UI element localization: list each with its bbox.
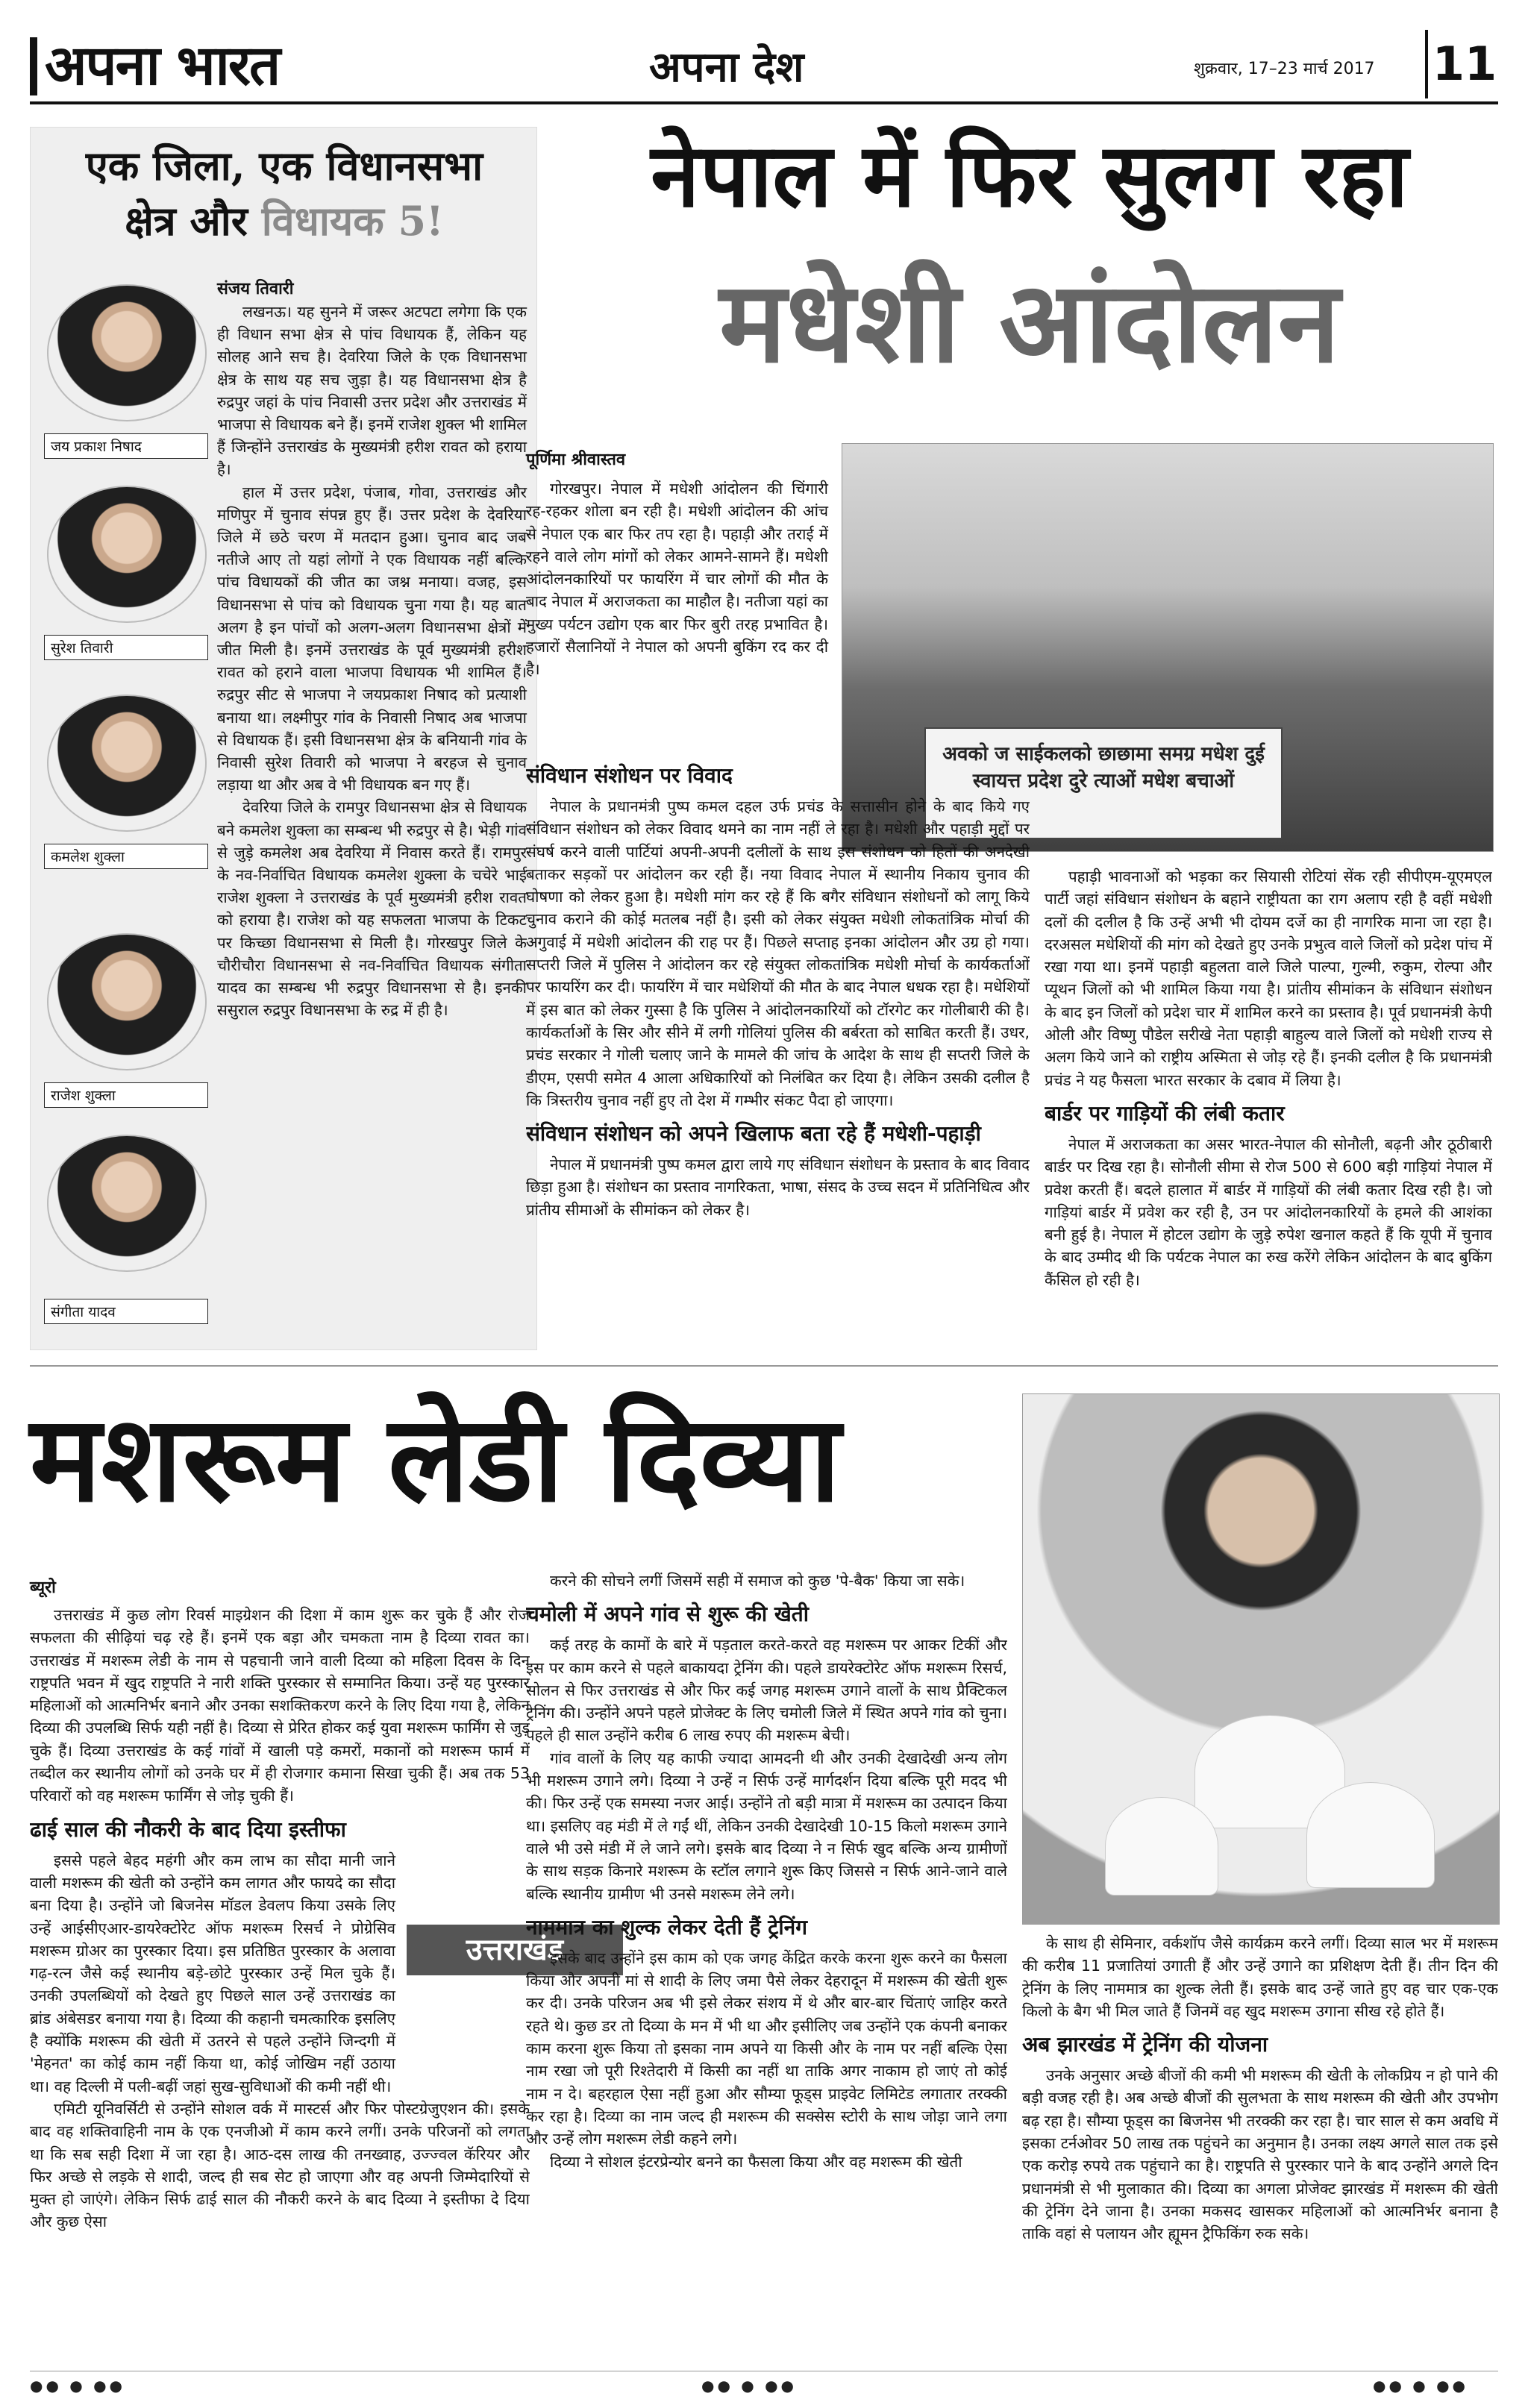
story2-column-1 [30, 1604, 530, 2357]
subheading: चमोली में अपने गांव से शुरू की खेती [526, 1602, 810, 1627]
lead-intro-column [526, 477, 828, 681]
paragraph: गांव वालों के लिए यह काफी ज्यादा आमदनी थी और उनकी देखादेखी अन्य लोग भी मशरूम उगाने लगे। दिव्या ने उन्हें न सिर्फ उन्हें मार्गदर्शन दिया बल्कि पूरी मदद भी की। फिर उन्हें एक समस्या नजर आई। उन्होंने तो बड़ी मात्रा में मशरूम का उत्पादन किया था। इसलिए वह मंडी में ले गईं थीं, लेकिन उनकी देखादेखी 10-15 किलो मशरूम उगाने वाले भी उसे मंडी में ले जाने लगे। इसके बाद दिव्या ने न सिर्फ खुद बल्कि अन्य ग्रामीणों के साथ सड़क किनारे मशरूम के स्टॉल लगाने शुरू किए जिससे न सिर्फ आने-जाने वाले बल्कि स्थानीय ग्रामीण भी उनसे मशरूम लेने लगे। [526, 1749, 1007, 1903]
story2-byline: ब्यूरो [30, 1578, 56, 1597]
footer-dots-right: ●● ● ●● [1373, 2377, 1468, 2395]
story2-column-2 [526, 1570, 1007, 2357]
subheading: संविधान संशोधन पर विवाद [526, 763, 733, 788]
lead-headline-line1: नेपाल में फिर सुलग रहा [651, 123, 1409, 227]
header-rule [30, 101, 1498, 104]
masthead [30, 30, 1498, 104]
paragraph: नेपाल में प्रधानमंत्री पुष्प कमल द्वारा लाये गए संविधान संशोधन के प्रस्ताव के बाद विवाद छिड़ा हुआ है। संशोधन का प्रस्ताव नागरिकता, भाषा, संसद के उच्च सदन में प्रतिनिधित्व और प्रांतीय सीमाओं के सीमांकन को लेकर है। [526, 1156, 1030, 1219]
paragraph: देवरिया जिले के रामपुर विधानसभा क्षेत्र से विधायक बने कमलेश शुक्ला का सम्बन्ध भी रुद्रपुर से है। भेड़ी गांव से जुड़े कमलेश अब देवरिया में निवास करते हैं। रामपुर के नव-निर्वाचित विधायक कमलेश शुक्ला के चचेरे भाई राजेश शुक्ला ने उत्तराखंड के पूर्व मुख्यमंत्री हरीश रावत को हराया है। राजेश को यह सफलता भाजपा के टिकट पर किच्छा विधानसभा से मिली है। गोरखपुर जिले के चौरीचौरा विधानसभा से नव-निर्वाचित विधायक संगीता यादव का सम्बन्ध भी रुद्रपुर विधानसभा से है। इनकी ससुराल रुद्रपुर विधानसभा के रुद्र में ही है। [217, 798, 527, 1020]
subheading: नाममात्र का शुल्क लेकर देती हैं ट्रेनिंग [526, 1914, 807, 1940]
paragraph: के साथ ही सेमिनार, वर्कशॉप जैसे कार्यक्रम करने लगीं। दिव्या साल भर में मशरूम की करीब 11 प्रजातियां उगाती हैं और उन्हें उगाने का प्रशिक्षण देती हैं। तीन दिन की ट्रेनिंग के लिए नाममात्र का शुल्क लेती हैं। इसके बाद उन्हें जाते हुए वह चार एक-एक किलो के बैग भी मिल जाते हैं जिनमें वह खुद मशरूम उगाना सीख रहे होते हैं। [1022, 1934, 1498, 2020]
sidebar-headline-line1: एक जिला, एक विधानसभा [85, 142, 483, 189]
portrait-photo [47, 695, 207, 832]
portrait-photo [47, 284, 207, 421]
sidebar-byline: संजय तिवारी [217, 280, 294, 298]
sidebar-body [217, 301, 527, 1022]
brand-bar [30, 37, 37, 95]
sidebar-headline-accent: विधायक 5! [261, 197, 444, 245]
sidebar-headline-part: क्षेत्र और [125, 197, 262, 245]
portrait-caption: सुरेश तिवारी [44, 635, 208, 660]
story2-column-3 [1022, 1932, 1498, 2357]
sidebar-headline [31, 138, 538, 248]
protest-banner: अवको ज साईकलको छाछामा समग्र मधेश दुई स्वायत्त प्रदेश दुरे त्याओं मधेश बचाओं [924, 727, 1283, 839]
portrait-photo [47, 1135, 207, 1272]
subheading: संविधान संशोधन को अपने खिलाफ बता रहे हैं मधेशी-पहाड़ी [526, 1121, 981, 1147]
paragraph: इसके बाद उन्होंने इस काम को एक जगह केंद्रित करके करना शुरू करने का फैसला किया और अपनी मां से शादी के लिए जमा पैसे लेकर देहरादून में मशरूम की खेती शुरू कर दी। उनके परिजन अब भी इसे लेकर संशय में थे और बार-बार चिंताएं जाहिर करते रहते थे। कुछ डर तो दिव्या के मन में भी था और इसीलिए जब उन्होंने एक कंपनी बनाकर काम करना शुरू किया तो इसका नाम अपने या किसी और के नाम पर नहीं बल्कि ऐसा नाम रखा जो पूरी रिश्तेदारी में किसी का नहीं था ताकि अगर नाकाम हो जाएं तो कोई नाम न दे। बहरहाल ऐसा नहीं हुआ और सौम्या फूड्स प्राइवेट लिमिटेड लगातार तरक्की कर रहा है। दिव्या का नाम जल्द ही मशरूम की सक्सेस स्टोरी के साथ जोड़ा जाने लगा और उन्हें लोग मशरूम लेडी कहने लगे। [526, 1948, 1007, 2148]
mushroom-shape [1306, 1782, 1435, 1888]
section-separator [30, 1365, 1498, 1367]
lead-headline-line2: मधेशी आंदोलन [719, 257, 1340, 388]
portrait-caption: राजेश शुक्ला [44, 1082, 208, 1108]
paragraph: कई तरह के कामों के बारे में पड़ताल करते-करते वह मशरूम पर आकर टिकीं और इस पर काम करने से पहले बाकायदा ट्रेनिंग की। पहले डायरेक्टोरेट ऑफ मशरूम रिसर्च, सोलन से फिर उत्तराखंड से और फिर कई जगह मशरूम उगाने वालों के साथ प्रैक्टिकल ट्रेनिंग की। उन्होंने अपने पहले प्रोजेक्ट के लिए चमोली जिले में स्थित अपने गांव को चुना। पहले ही साल उन्होंने करीब 6 लाख रुपए की मशरूम बेची। [526, 1636, 1007, 1745]
paragraph: नेपाल में अराजकता का असर भारत-नेपाल की सोनौली, बढ़नी और ठूठीबारी बार्डर पर दिख रहा है। सोनौली सीमा से रोज 500 से 600 बड़ी गाड़ियां नेपाल में प्रवेश करती हैं। बदले हालात में बार्डर में गाड़ियों की लंबी कतार दिख रही है। जो गाड़ियां बार्डर में प्रवेश कर रही है, उन पर आंदोलनकारियों के हमले की आशंका बनी हुई है। नेपाल में होटल उद्योग के जुड़े रुपेश खनाल कहते हैं कि यूपी में चुनाव के बाद उम्मीद थी कि पर्यटक नेपाल का रुख करेंगे लेकिन आंदोलन के बाद बुकिंग कैंसिल हो रही है। [1045, 1135, 1492, 1289]
paragraph: पहाड़ी भावनाओं को भड़का कर सियासी रोटियां सेंक रही सीपीएम-यूएमएल पार्टी जहां संविधान संशोधन के बहाने राष्ट्रीयता का राग अलाप रही है वहीं मधेशी दलों की दलील है कि उन्हें अभी भी दोयम दर्जे का ही नागरिक माना जा रहा है। दरअसल मधेशियों की मांग को देखते हुए उनके प्रभुत्व वाले जिलों को प्रदेश पांच में रखा गया था। इनमें पहाड़ी बहुलता वाले जिले पाल्पा, गुल्मी, रुकुम, रोल्पा और प्यूथन जिलों को भी शामिल किया गया है। प्रांतीय सीमांकन के संविधान संशोधन के बाद इन जिलों को प्रदेश चार में शामिल करने का प्रस्ताव है। पूर्व प्रधानमंत्री केपी ओली और विष्णु पौडेल सरीखे नेता पहाड़ी बाहुल्य वाले जिलों को मधेशी राज्य से अलग किये जाने को राष्ट्रीय अस्मिता से जोड़ रहे हैं। इनकी दलील है कि प्रधानमंत्री प्रचंड ने यह फैसला भारत सरकार के दबाव में लिया है। [1045, 868, 1492, 1089]
paragraph: गोरखपुर। नेपाल में मधेशी आंदोलन की चिंगारी रह-रहकर शोला बन रही है। मधेशी आंदोलन की आंच से नेपाल एक बार फिर तप रहा है। पहाड़ी और तराई में रहने वाले लोग मांगों को लेकर आमने-सामने हैं। मधेशी आंदोलनकारियों पर फायरिंग में चार लोगों की मौत के बाद नेपाल में अराजकता का माहौल है। नतीजा यहां का मुख्य पर्यटन उद्योग एक बार फिर बुरी तरह प्रभावित है। हजारों सैलानियों ने नेपाल को अपनी बुकिंग रद कर दी है। [526, 480, 828, 679]
paragraph: उत्तराखंड में कुछ लोग रिवर्स माइग्रेशन की दिशा में काम शुरू कर चुके हैं और रोज सफलता की सीढ़ियां चढ़ रहे हैं। इनमें एक बड़ा और चमकता नाम है दिव्या रावत का। उत्तराखंड में मशरूम लेडी के नाम से पहचानी जाने वाली दिव्या को महिला दिवस के दिन राष्ट्रपति भवन में खुद राष्ट्रपति ने नारी शक्ति पुरस्कार से सम्मानित किया। उन्हें यह पुरस्कार महिलाओं को आत्मनिर्भर बनाने और उनका सशक्तिकरण करने के लिए दिया गया है, लेकिन दिव्या की उपलब्धि सिर्फ यही नहीं है। दिव्या से प्रेरित होकर कई युवा मशरूम फार्मिंग से जुड़ चुके हैं। दिव्या उत्तराखंड के कई गांवों में खाली पड़े कमरों, मकानों को मशरूम फार्म में तब्दील कर स्थानीय लोगों को उनके घर में ही रोजगार कमाना सिखा चुकी हैं। अब तक 53 परिवारों को वह मशरूम फार्मिंग से जोड़ चुकी हैं। [30, 1606, 530, 1805]
portrait-photo [47, 486, 207, 623]
paragraph: दिव्या ने सोशल इंटरप्रेन्योर बनने का फैसला किया और वह मशरूम की खेती [550, 2152, 962, 2171]
section-tag: उत्तराखंड [407, 1925, 623, 1975]
subheading: अब झारखंड में ट्रेनिंग की योजना [1022, 2032, 1268, 2057]
paragraph: एमिटी यूनिवर्सिटी से उन्होंने सोशल वर्क में मास्टर्स और फिर पोस्टग्रेजुएशन की। इसके बाद वह शक्तिवाहिनी नाम के एक एनजीओ में काम करने लगीं। उनके परिजनों को लगता था कि सब सही दिशा में जा रहा है। आठ-दस लाख की तनख्वाह, उज्ज्वल कॅरियर और फिर अच्छे से लड़के से शादी, जल्द ही सब सेट हो जाएगा और वह अपनी जिम्मेदारियों से मुक्त हो जाएंगे। लेकिन सिर्फ ढाई साल की नौकरी करने के बाद दिव्या ने इस्तीफा दे दिया और कुछ ऐसा [30, 2099, 530, 2231]
paragraph: करने की सोचने लगीं जिसमें सही में समाज को कुछ 'पे-बैक' किया जा सके। [550, 1572, 965, 1590]
mushroom-shape [1105, 1797, 1218, 1896]
issue-date: शुक्रवार, 17–23 मार्च 2017 [1194, 60, 1375, 78]
paragraph: नेपाल के प्रधानमंत्री पुष्प कमल दहल उर्फ प्रचंड के सत्तासीन होने के बाद किये गए संविधान संशोधन को लेकर विवाद थमने का नाम नहीं ले रहा है। मधेशी और पहाड़ी मुद्दों पर संघर्ष करने वाली पार्टियां अपनी-अपनी दलीलों के साथ इस संशोधन को हितों की अनदेखी बताकर सड़कों पर आंदोलन कर रही हैं। नया विवाद नेपाल में स्थानीय निकाय चुनाव की घोषणा को लेकर हुआ है। मधेशी मांग कर रहे हैं कि बगैर संविधान संशोधनों को लागू किये चुनाव कराने की कोई मतलब नहीं है। इसी को लेकर संयुक्त मधेशी लोकतांत्रिक मोर्चा की अगुवाई में मधेशी आंदोलन की राह पर हैं। पिछले सप्ताह इनका आंदोलन और उग्र हो गया। सप्तरी जिले में पुलिस ने आंदोलन कर रहे संयुक्त लोकतांत्रिक मधेशी मोर्चा के कार्यकर्ताओं पर फायरिंग कर दी। फायरिंग में चार मधेशियों की मौत के बाद नेपाल धधक रहा है। मधेशियों में इस बात को लेकर गुस्सा है कि पुलिस ने आंदोलनकारियों को टॉरगेट कर गोलीबारी की है। कार्यकर्ताओं के सिर और सीने में लगी गोलियां पुलिस की बर्बरता को साबित करती हैं। उधर, प्रचंड सरकार ने गोली चलाए जाने के मामले की जांच के आदेश के साथ ही सप्तरी जिले के डीएम, एसपी समेत 4 आला अधिकारियों को निलंबित कर दिया है। लेकिन उसकी दलील है कि त्रिस्तरीय चुनाव नहीं हुए तो देश में गम्भीर संकट पैदा हो जाएगा। [526, 797, 1030, 1109]
section-title: अपना देश [649, 43, 804, 92]
subheading: बार्डर पर गाड़ियों की लंबी कतार [1045, 1100, 1285, 1126]
portrait-caption: जय प्रकाश निषाद [44, 433, 208, 459]
page-number: 11 [1425, 30, 1501, 98]
footer-dots-center: ●● ● ●● [701, 2377, 797, 2395]
sidebar-headline-line2 [31, 193, 538, 248]
subheading: ढाई साल की नौकरी के बाद दिया इस्तीफा [30, 1816, 346, 1842]
paragraph: हाल में उत्तर प्रदेश, पंजाब, गोवा, उत्तराखंड और मणिपुर में चुनाव संपन्न हुए हैं। उत्तर प्रदेश के देवरिया जिले में छठे चरण में मतदान हुआ। चुनाव बाद जब नतीजे आए तो यहां लोगों ने एक विधायक नहीं बल्कि पांच विधायकों की जीत का जश्न मनाया। वजह, इस विधानसभा से पांच को विधायक चुना गया है। यह बात अलग है इन पांचों को अलग-अलग विधानसभा क्षेत्रों में जीत मिली है। इनमें उत्तराखंड के पूर्व मुख्यमंत्री हरीश रावत को हराने वाला भाजपा विधायक भी शामिल हैं। रुद्रपुर सीट से भाजपा ने जयप्रकाश निषाद को प्रत्याशी बनाया था। लक्ष्मीपुर गांव के निवासी निषाद अब भाजपा से विधायक हैं। इसी विधानसभा क्षेत्र के बनियानी गांव के निवासी सुरेश तिवारी को भाजपा ने बरहज से चुनाव लड़ाया था और अब वे भी विधायक बन गए हैं। [217, 483, 527, 794]
brand-logo: अपना भारत [45, 34, 280, 98]
paragraph: इससे पहले बेहद महंगी और कम लाभ का सौदा मानी जाने वाली मशरूम की खेती को उन्होंने कम लागत और फायदे का सौदा बना दिया है। उन्होंने जो बिजनेस मॉडल डेवलप किया उसके लिए उन्हें आईसीएआर-डायरेक्टोरेट ऑफ मशरूम रिसर्च ने प्रोग्रेसिव मशरूम ग्रोअर का पुरस्कार दिया। इस प्रतिष्ठित पुरस्कार के अलावा गढ़-रत्न जैसे कई स्थानीय बड़े-छोटे पुरस्कार उन्हें मिल चुके हैं। उनकी उपलब्धियों को देखते हुए पिछले साल उन्हें उत्तराखंड का ब्रांड अंबेसडर बनाया गया है। दिव्या की कहानी चमत्कारिक इसलिए है क्योंकि मशरूम की खेती में उतरने से पहले उन्होंने जिन्दगी में 'मेहनत' का कोई काम नहीं किया था, कोई जोखिम नहीं उठाया था। वह दिल्ली में पली-बढ़ीं जहां सुख-सुविधाओं की कमी नहीं थी। [30, 1851, 395, 2095]
story2-headline: मशरूम लेडी दिव्या [30, 1388, 841, 1528]
divya-mushroom-photo [1022, 1393, 1500, 1925]
lead-byline: पूर्णिमा श्रीवास्तव [526, 451, 626, 469]
portrait-photo [47, 933, 207, 1070]
paragraph: उनके अनुसार अच्छे बीजों की कमी भी मशरूम की खेती के लोकप्रिय न हो पाने की बड़ी वजह रही है। अब अच्छे बीजों की सुलभता के साथ मशरूम की खेती और उपभोग बढ़ रहा है। सौम्या फूड्स का बिजनेस भी तरक्की कर रहा है। चार साल से कम अवधि में इसका टर्नओवर 50 लाख तक पहुंचने का अनुमान है। उनका लक्ष्य अगले साल तक इसे एक करोड़ रुपये तक पहुंचाने का है। राष्ट्रपति से पुरस्कार पाने के बाद उन्होंने अगले दिन प्रधानमंत्री से भी मुलाकात की। दिव्या का अगला प्रोजेक्ट झारखंड में मशरूम की खेती की ट्रेनिंग देने जाना है। उनका मकसद खासकर महिलाओं को आत्मनिर्भर बनाना है ताकि वहां से पलायन और ह्यूमन ट्रैफिकिंग रुक सके। [1022, 2066, 1498, 2243]
sidebar-story [30, 127, 537, 1350]
paragraph: लखनऊ। यह सुनने में जरूर अटपटा लगेगा कि एक ही विधान सभा क्षेत्र से पांच विधायक हैं, लेकिन यह सोलह आने सच है। देवरिया जिले के एक विधानसभा क्षेत्र के साथ यह सच जुड़ा है। यह विधानसभा क्षेत्र है रुद्रपुर जहां के पांच निवासी उत्तर प्रदेश और उत्तराखंड में भाजपा से विधायक बने हैं। इनमें राजेश शुक्ल भी शामिल हैं जिन्होंने उत्तराखंड के मुख्यमंत्री हरीश रावत को हराया है। [217, 303, 527, 479]
footer-dots-left: ●● ● ●● [30, 2377, 125, 2395]
lead-column-2 [1045, 865, 1492, 1350]
lead-column-1 [526, 753, 1030, 1350]
portrait-caption: कमलेश शुक्ला [44, 844, 208, 869]
portrait-caption: संगीता यादव [44, 1299, 208, 1324]
